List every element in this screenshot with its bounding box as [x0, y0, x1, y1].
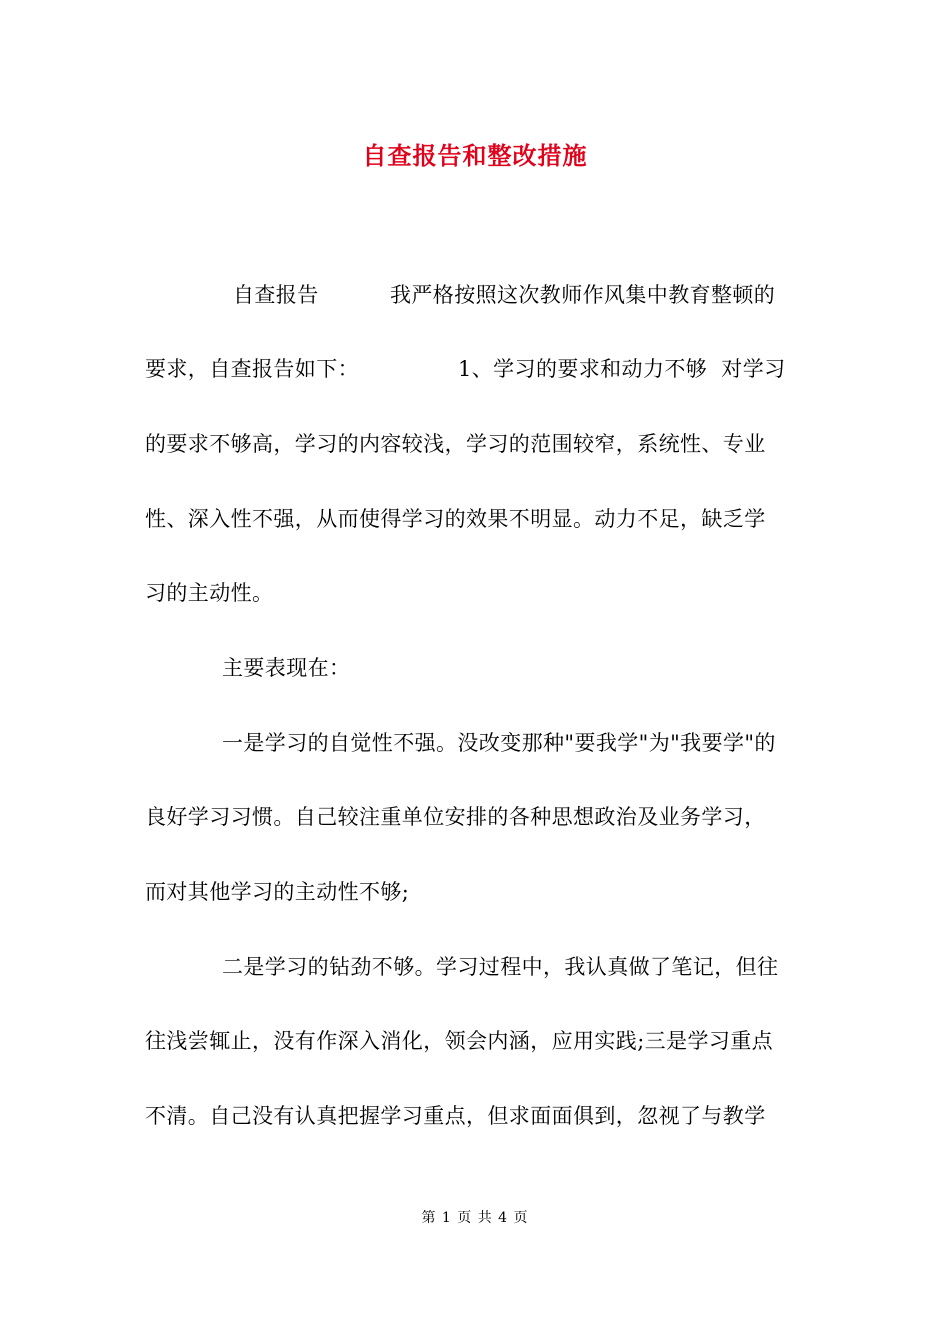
text-line-6: 主要表现在： [222, 656, 351, 680]
text-segment: 1、学习的要求和动力不够 对学习 [458, 357, 786, 381]
text-line-11: 往浅尝辄止，没有作深入消化，领会内涵，应用实践;三是学习重点 [145, 1029, 774, 1053]
text-line-8: 良好学习习惯。自己较注重单位安排的各种思想政治及业务学习， [145, 805, 766, 829]
text-line-10: 二是学习的钻劲不够。学习过程中，我认真做了笔记，但往 [222, 955, 779, 979]
text-line-4: 性、深入性不强，从而使得学习的效果不明显。动力不足，缺乏学 [145, 507, 766, 531]
text-line-5: 习的主动性。 [145, 581, 274, 605]
text-segment: 我严格按照这次教师作风集中教育整顿的 [390, 283, 776, 307]
text-line-12: 不清。自己没有认真把握学习重点，但求面面俱到，忽视了与教学 [145, 1104, 766, 1128]
page-footer: 第 1 页 共 4 页 [421, 1210, 529, 1226]
document-title: 自查报告和整改措施 [362, 141, 588, 170]
text-line-7: 一是学习的自觉性不强。没改变那种"要我学"为"我要学"的 [222, 731, 776, 755]
text-segment: 自查报告 [233, 283, 319, 307]
text-line-3: 的要求不够高，学习的内容较浅，学习的范围较窄，系统性、专业 [145, 432, 766, 456]
text-line-9: 而对其他学习的主动性不够; [145, 880, 410, 904]
text-segment: 要求，自查报告如下： [145, 357, 359, 381]
